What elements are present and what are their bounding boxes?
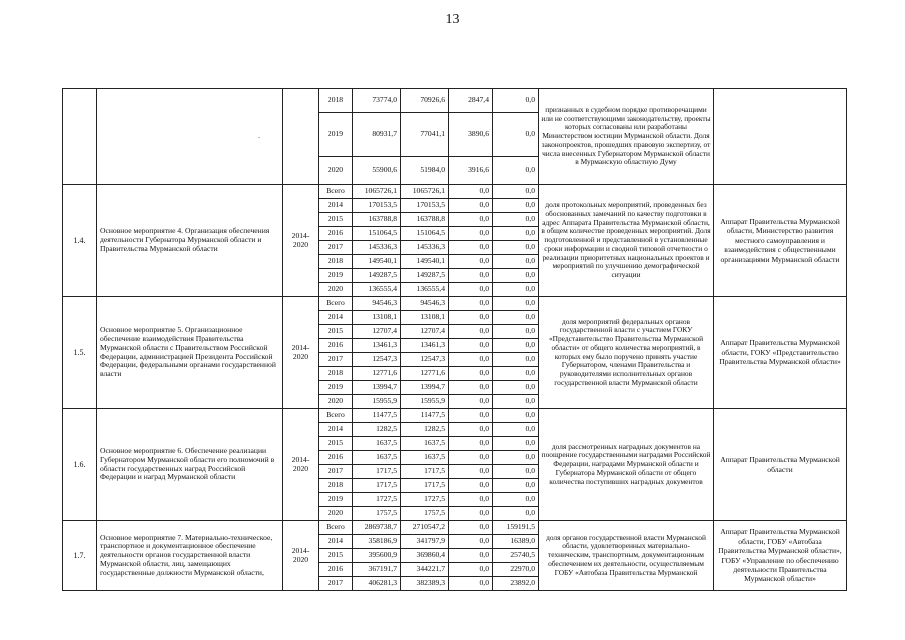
year-cell: 2020 [319, 395, 353, 409]
year-cell: 2014 [319, 311, 353, 325]
year-cell: 2018 [319, 89, 353, 113]
year-cell: 2014 [319, 199, 353, 213]
total-cell: 136555,4 [353, 283, 401, 297]
value-cell: 0,0 [493, 423, 539, 437]
value-cell: 1637,5 [401, 437, 449, 451]
page-number: 13 [445, 12, 460, 27]
indicator-cell: доля рассмотренных наградных документов на поощрение государственными наградами Российской Федерации, наградами Мурманской области и Губернатора Мурманской области от общего количества поступивших наградных документов [539, 409, 714, 521]
value-cell: 0,0 [449, 269, 493, 283]
total-cell: 94546,3 [353, 297, 401, 311]
value-cell: 0,0 [449, 423, 493, 437]
total-cell: 1727,5 [353, 493, 401, 507]
value-cell: 0,0 [493, 89, 539, 113]
year-cell: 2017 [319, 353, 353, 367]
year-cell: 2017 [319, 465, 353, 479]
value-cell: 0,0 [449, 367, 493, 381]
total-cell: 2869738,7 [353, 521, 401, 535]
total-cell: 406281,3 [353, 577, 401, 591]
value-cell: 0,0 [449, 297, 493, 311]
value-cell: 0,0 [493, 269, 539, 283]
value-cell: 0,0 [493, 297, 539, 311]
year-cell: 2019 [319, 113, 353, 157]
total-cell: 1637,5 [353, 451, 401, 465]
value-cell: 0,0 [449, 577, 493, 591]
value-cell: 159191,5 [493, 521, 539, 535]
description-cell: Основное мероприятие 6. Обеспечение реализации Губернатором Мурманской области его полномочий в области государственных наград Российской Федерации и наград Мурманской области [97, 409, 283, 521]
year-cell: 2016 [319, 227, 353, 241]
total-cell: 12707,4 [353, 325, 401, 339]
value-cell: 0,0 [493, 185, 539, 199]
total-cell: 1717,5 [353, 479, 401, 493]
total-cell: 13108,1 [353, 311, 401, 325]
value-cell: 0,0 [493, 381, 539, 395]
value-cell: 0,0 [493, 157, 539, 185]
year-cell: 2015 [319, 549, 353, 563]
value-cell: 1637,5 [401, 451, 449, 465]
year-cell: 2019 [319, 493, 353, 507]
period-cell [283, 89, 319, 185]
value-cell: 0,0 [493, 493, 539, 507]
row-number-cell: 1.5. [63, 297, 97, 409]
total-cell: 1637,5 [353, 437, 401, 451]
year-cell: 2019 [319, 381, 353, 395]
value-cell: 0,0 [449, 325, 493, 339]
description-cell: Основное мероприятие 4. Организация обеспечения деятельности Губернатора Мурманской области и Правительства Мурманской области [97, 185, 283, 297]
value-cell: 0,0 [449, 549, 493, 563]
value-cell: 0,0 [449, 437, 493, 451]
indicator-cell: доля протокольных мероприятий, проведенных без обоснованных замечаний по качеству подготовки в адрес Аппарата Правительства Мурманской области, в общем количестве проведенных мероприятий. Доля подготовленной и представленной в установленные сроки информации и сводной типовой отчетности о реализации приоритетных национальных проектов и мероприятий по улучшению демографической ситуации [539, 185, 714, 297]
executor-cell: Аппарат Правительства Мурманской области [714, 409, 847, 521]
value-cell: 0,0 [493, 395, 539, 409]
total-cell: 170153,5 [353, 199, 401, 213]
value-cell: 0,0 [493, 241, 539, 255]
table-row [63, 409, 847, 423]
value-cell: 0,0 [449, 241, 493, 255]
value-cell: 0,0 [449, 409, 493, 423]
value-cell: 0,0 [493, 339, 539, 353]
total-cell: 149540,1 [353, 255, 401, 269]
row-number-cell: 1.7. [63, 521, 97, 591]
value-cell: 0,0 [449, 199, 493, 213]
value-cell: 0,0 [493, 213, 539, 227]
year-cell: 2014 [319, 423, 353, 437]
year-cell: 2014 [319, 535, 353, 549]
value-cell: 0,0 [493, 465, 539, 479]
value-cell: 0,0 [449, 479, 493, 493]
value-cell: 0,0 [449, 465, 493, 479]
year-cell: Всего [319, 409, 353, 423]
value-cell: 0,0 [449, 395, 493, 409]
value-cell: 0,0 [449, 563, 493, 577]
value-cell: 0,0 [493, 479, 539, 493]
value-cell: 344221,7 [401, 563, 449, 577]
year-cell: 2018 [319, 367, 353, 381]
value-cell: 151064,5 [401, 227, 449, 241]
value-cell: 0,0 [449, 493, 493, 507]
executor-cell: Аппарат Правительства Мурманской области, Министерство развития местного самоуправления и взаимодействия с общественными организациями Мурманской области [714, 185, 847, 297]
year-cell: 2015 [319, 437, 353, 451]
table-row [63, 521, 847, 535]
period-cell: 2014-2020 [283, 185, 319, 297]
value-cell: 12771,6 [401, 367, 449, 381]
total-cell: 13994,7 [353, 381, 401, 395]
row-number-cell: 1.6. [63, 409, 97, 521]
value-cell: 369860,4 [401, 549, 449, 563]
year-cell: 2020 [319, 283, 353, 297]
value-cell: 1065726,1 [401, 185, 449, 199]
value-cell: 13994,7 [401, 381, 449, 395]
value-cell: 1717,5 [401, 479, 449, 493]
value-cell: 136555,4 [401, 283, 449, 297]
table-row [63, 297, 847, 311]
value-cell: 0,0 [449, 353, 493, 367]
indicator-cell: доля мероприятий федеральных органов государственной власти с участием ГОКУ «Представительство Правительства Мурманской области» от общего количества мероприятий, в которых ему было поручено принять участие Губернатором, членами Правительства и руководителями исполнительных органов государственной власти Мурманской области [539, 297, 714, 409]
row-number-cell [63, 89, 97, 185]
value-cell: 382389,3 [401, 577, 449, 591]
value-cell: 23892,0 [493, 577, 539, 591]
value-cell: 0,0 [493, 199, 539, 213]
value-cell: 149540,1 [401, 255, 449, 269]
total-cell: 163788,8 [353, 213, 401, 227]
value-cell: 0,0 [493, 437, 539, 451]
total-cell: 1757,5 [353, 507, 401, 521]
value-cell: 12707,4 [401, 325, 449, 339]
total-cell: 13461,3 [353, 339, 401, 353]
year-cell: 2015 [319, 325, 353, 339]
dot-mark: . [258, 131, 260, 141]
year-cell: 2020 [319, 157, 353, 185]
year-cell: 2017 [319, 241, 353, 255]
value-cell: 0,0 [493, 507, 539, 521]
value-cell: 2847,4 [449, 89, 493, 113]
value-cell: 0,0 [449, 283, 493, 297]
value-cell: 94546,3 [401, 297, 449, 311]
total-cell: 73774,0 [353, 89, 401, 113]
year-cell: 2019 [319, 269, 353, 283]
value-cell: 70926,6 [401, 89, 449, 113]
period-cell: 2014-2020 [283, 409, 319, 521]
executor-cell [714, 89, 847, 185]
value-cell: 0,0 [449, 255, 493, 269]
value-cell: 77041,1 [401, 113, 449, 157]
total-cell: 1065726,1 [353, 185, 401, 199]
value-cell: 0,0 [493, 113, 539, 157]
value-cell: 341797,9 [401, 535, 449, 549]
value-cell: 16389,0 [493, 535, 539, 549]
value-cell: 0,0 [493, 451, 539, 465]
total-cell: 15955,9 [353, 395, 401, 409]
value-cell: 13461,3 [401, 339, 449, 353]
value-cell: 12547,3 [401, 353, 449, 367]
value-cell: 0,0 [449, 185, 493, 199]
executor-cell: Аппарат Правительства Мурманской области, ГОКУ «Представительство Правительства Мурманской области» [714, 297, 847, 409]
value-cell: 163788,8 [401, 213, 449, 227]
value-cell: 1727,5 [401, 493, 449, 507]
total-cell: 12771,6 [353, 367, 401, 381]
value-cell: 149287,5 [401, 269, 449, 283]
value-cell: 0,0 [493, 325, 539, 339]
value-cell: 1717,5 [401, 465, 449, 479]
year-cell: Всего [319, 185, 353, 199]
program-table [62, 88, 847, 591]
year-cell: 2016 [319, 451, 353, 465]
total-cell: 145336,3 [353, 241, 401, 255]
value-cell: 0,0 [493, 283, 539, 297]
year-cell: 2018 [319, 255, 353, 269]
value-cell: 3890,6 [449, 113, 493, 157]
year-cell: 2017 [319, 577, 353, 591]
value-cell: 22970,0 [493, 563, 539, 577]
value-cell: 0,0 [449, 535, 493, 549]
period-cell: 2014-2020 [283, 521, 319, 591]
total-cell: 11477,5 [353, 409, 401, 423]
value-cell: 0,0 [493, 311, 539, 325]
total-cell: 80931,7 [353, 113, 401, 157]
period-cell: 2014-2020 [283, 297, 319, 409]
total-cell: 151064,5 [353, 227, 401, 241]
total-cell: 358186,9 [353, 535, 401, 549]
year-cell: 2020 [319, 507, 353, 521]
value-cell: 0,0 [493, 353, 539, 367]
description-cell: Основное мероприятие 7. Материально-техническое, транспортное и документационное обеспечение деятельности органов государственной власти Мурманской области, лиц, замещающих государственные должности Мурманской области, [97, 521, 283, 591]
table-row [63, 89, 847, 113]
total-cell: 395600,9 [353, 549, 401, 563]
value-cell: 15955,9 [401, 395, 449, 409]
indicator-cell: признанных в судебном порядке противоречащими или не соответствующими законодательству, проекты которых согласованы или разработаны Министерством юстиции Мурманской области. Доля законопроектов, прошедших правовую экспертизу, от числа внесенных Губернатором Мурманской области в Мурманскую областную Думу [539, 89, 714, 185]
total-cell: 149287,5 [353, 269, 401, 283]
table-row [63, 185, 847, 199]
indicator-cell: доля органов государственной власти Мурманской области, удовлетворенных материально-техническим, транспортным, документационным обеспечением их деятельности, осуществляемым ГОБУ «Автобаза Правительства Мурманской [539, 521, 714, 591]
value-cell: 0,0 [493, 367, 539, 381]
description-cell [97, 89, 283, 185]
value-cell: 0,0 [493, 409, 539, 423]
total-cell: 1717,5 [353, 465, 401, 479]
value-cell: 2710547,2 [401, 521, 449, 535]
row-number-cell: 1.4. [63, 185, 97, 297]
value-cell: 0,0 [449, 381, 493, 395]
value-cell: 0,0 [449, 451, 493, 465]
value-cell: 0,0 [493, 227, 539, 241]
total-cell: 1282,5 [353, 423, 401, 437]
value-cell: 11477,5 [401, 409, 449, 423]
value-cell: 1282,5 [401, 423, 449, 437]
value-cell: 13108,1 [401, 311, 449, 325]
year-cell: 2015 [319, 213, 353, 227]
year-cell: 2018 [319, 479, 353, 493]
value-cell: 0,0 [449, 339, 493, 353]
value-cell: 0,0 [449, 507, 493, 521]
year-cell: 2016 [319, 339, 353, 353]
year-cell: 2016 [319, 563, 353, 577]
value-cell: 1757,5 [401, 507, 449, 521]
year-cell: Всего [319, 297, 353, 311]
executor-cell: Аппарат Правительства Мурманской области, ГОБУ «Автобаза Правительства Мурманской области», ГОБУ «Управление по обеспечению деятельности Правительства Мурманской области» [714, 521, 847, 591]
total-cell: 55900,6 [353, 157, 401, 185]
value-cell: 0,0 [449, 227, 493, 241]
description-cell: Основное мероприятие 5. Организационное обеспечение взаимодействия Правительства Мурманской области с Правительством Российской Федерации, администрацией Президента Российской Федерации, федеральными органами государственной власти [97, 297, 283, 409]
year-cell: Всего [319, 521, 353, 535]
value-cell: 3916,6 [449, 157, 493, 185]
value-cell: 0,0 [449, 521, 493, 535]
value-cell: 145336,3 [401, 241, 449, 255]
total-cell: 367191,7 [353, 563, 401, 577]
value-cell: 25740,5 [493, 549, 539, 563]
value-cell: 0,0 [449, 311, 493, 325]
value-cell: 0,0 [493, 255, 539, 269]
total-cell: 12547,3 [353, 353, 401, 367]
value-cell: 170153,5 [401, 199, 449, 213]
value-cell: 0,0 [449, 213, 493, 227]
value-cell: 51984,0 [401, 157, 449, 185]
